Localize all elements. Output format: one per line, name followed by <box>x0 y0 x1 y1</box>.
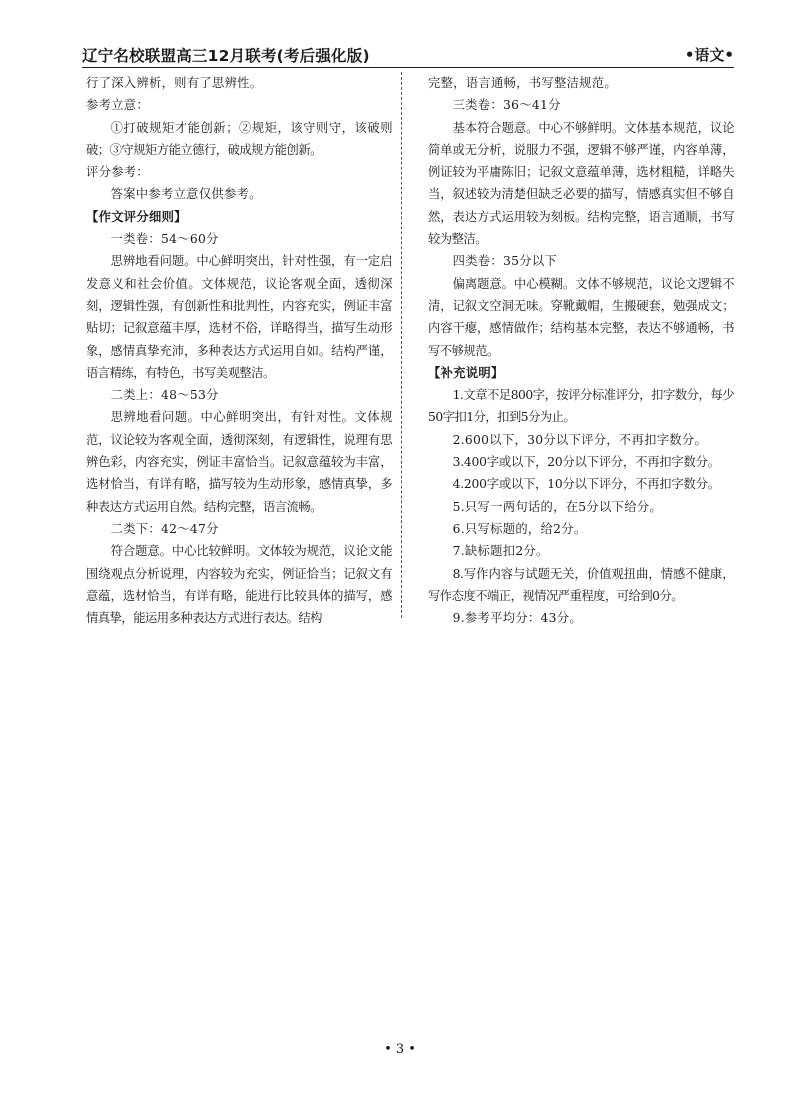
paragraph: 符合题意。中心比较鲜明。文体较为规范，议论文能围绕观点分析说理，内容较为充实，例证恰当；记叙文有意蕴，选材恰当，有详有略，能进行比较具体的描写，感情真挚，能运用多种表达方式进行表达。结构 <box>86 544 392 626</box>
subject-label: •语文• <box>684 46 734 64</box>
header-rule <box>82 67 734 68</box>
page-header <box>82 40 734 66</box>
section-heading: 【作文评分细则】 <box>86 209 187 224</box>
paragraph: 思辨地看问题。中心鲜明突出，有针对性。文体规范，议论较为客观全面，透彻深刻，有逻辑性，说理有思辨色彩，内容充实，例证丰富恰当。记叙意蕴较为丰富，选材恰当，有详有略，描写较为生动形象，感情真挚，多种表达方式运用自然。结构完整，语言流畅。 <box>86 410 392 514</box>
paragraph: 偏离题意。中心模糊。文体不够规范，议论文逻辑不清，记叙文空洞无味。穿靴戴帽，生搬硬套，勉强成文；内容干瘪，感情做作；结构基本完整，表达不够通畅，书写不够规范。 <box>428 276 734 358</box>
paragraph: 2.600以下，30分以下评分，不再扣字数分。 <box>452 432 708 447</box>
page-number: • 3 • <box>384 1042 416 1057</box>
paragraph: 完整，语言通畅，书写整洁规范。 <box>428 76 617 90</box>
paragraph: 答案中参考立意仅供参考。 <box>110 187 262 202</box>
paragraph: 行了深入辨析，则有了思辨性。 <box>86 76 263 90</box>
paragraph: 9.参考平均分：43分。 <box>452 611 582 626</box>
exam-title: 辽宁名校联盟高三12月联考(考后强化版) <box>82 47 370 65</box>
paragraph: 思辨地看问题。中心鲜明突出，针对性强，有一定启发意义和社会价值。文体规范，议论客观全面，透彻深刻，逻辑性强，有创新性和批判性，内容充实，例证丰富贴切；记叙意蕴丰厚，选材不俗，详略得当，描写生动形象，感情真挚充沛，多种表达方式运用自如。结构严谨，语言精练，有特色，书写美观整洁。 <box>86 254 392 380</box>
paragraph: 1.文章不足800字，按评分标准评分，扣字数分，每少50字扣1分，扣到5分为止。 <box>428 388 734 425</box>
paragraph: 评分参考： <box>86 165 149 180</box>
paragraph: 4.200字或以下，10分以下评分，不再扣字数分。 <box>452 477 720 492</box>
paragraph: 二类上：48～53分 <box>110 388 219 403</box>
paragraph: 7.缺标题扣2分。 <box>452 544 549 559</box>
paragraph: ①打破规矩才能创新；②规矩，该守则守，该破则破；③守规矩方能立德行，破成规方能创新。 <box>86 120 392 157</box>
paragraph: 一类卷：54～60分 <box>110 232 219 247</box>
paragraph: 基本符合题意。中心不够鲜明。文体基本规范，议论简单或无分析，说服力不强，逻辑不够严谨，内容单薄，例证较为平庸陈旧；记叙文意蕴单薄，选材粗糙，详略失当，叙述较为清楚但缺乏必要的描写，情感真实但不够自然，表达方式运用较为刻板。结构完整，语言通顺，书写较为整洁。 <box>428 120 734 247</box>
paragraph: 5.只写一两句话的，在5分以下给分。 <box>452 499 663 514</box>
paragraph: 8.写作内容与试题无关，价值观扭曲，情感不健康，写作态度不端正，视情况严重程度，可给到0分。 <box>428 566 734 603</box>
section-heading: 【补充说明】 <box>428 365 504 380</box>
column-divider <box>401 72 402 618</box>
paragraph: 6.只写标题的，给2分。 <box>452 521 587 536</box>
paragraph: 参考立意： <box>86 98 149 113</box>
paragraph: 二类下：42～47分 <box>110 521 219 536</box>
left-column <box>86 72 392 629</box>
right-column <box>428 72 734 629</box>
paragraph: 三类卷：36～41分 <box>452 98 561 113</box>
paragraph: 四类卷：35分以下 <box>452 254 558 269</box>
paragraph: 3.400字或以下，20分以下评分，不再扣字数分。 <box>452 455 720 470</box>
